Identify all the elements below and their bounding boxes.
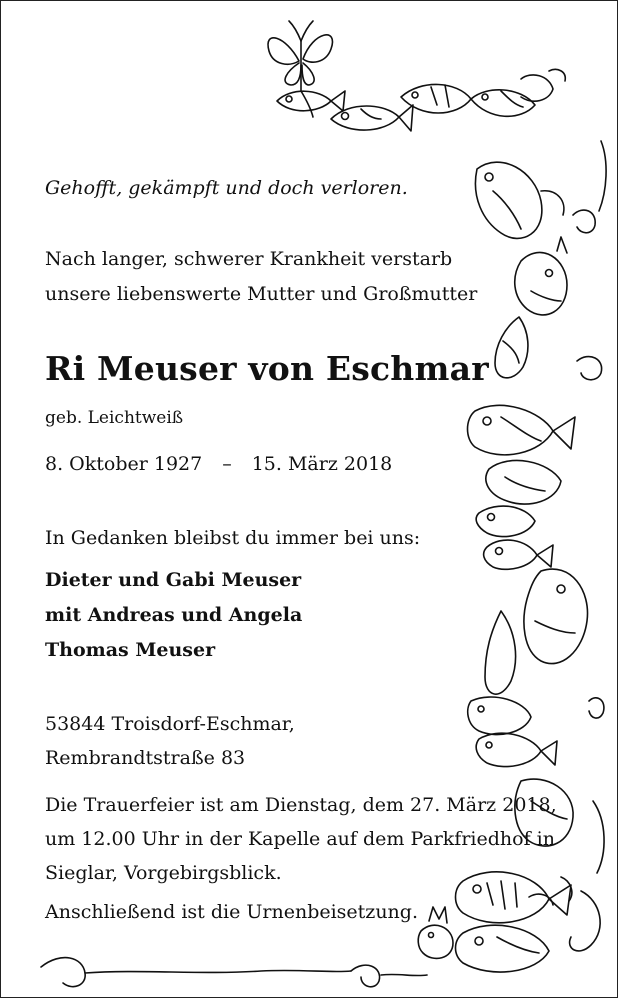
death-date: 15. März 2018 [251, 453, 393, 475]
life-dates [45, 453, 392, 476]
birth-name: geb. Leichtweiß [45, 408, 184, 428]
date-dash: – [222, 453, 232, 475]
address-line-2: Rembrandtstraße 83 [45, 747, 246, 769]
family-line-1: Dieter und Gabi Meuser [45, 569, 302, 591]
funeral-line-3: Sieglar, Vorgebirgsblick. [45, 862, 282, 884]
family-line-2: mit Andreas und Angela [45, 604, 303, 626]
intro-line-1: Nach langer, schwerer Krankheit verstarb [45, 248, 453, 270]
thoughts-line: In Gedanken bleibst du immer bei uns: [45, 527, 421, 549]
intro-line-2: unsere liebenswerte Mutter und Großmutter [45, 283, 478, 305]
funeral-line-2: um 12.00 Uhr in der Kapelle auf dem Parkfriedhof in [45, 828, 555, 850]
family-line-3: Thomas Meuser [45, 639, 216, 661]
funeral-line-1: Die Trauerfeier ist am Dienstag, dem 27. März 2018, [45, 794, 557, 816]
birth-date: 8. Oktober 1927 [45, 453, 203, 475]
motto-text: Gehofft, gekämpft und doch verloren. [45, 177, 408, 199]
burial-note: Anschließend ist die Urnenbeisetzung. [45, 901, 418, 923]
address-line-1: 53844 Troisdorf-Eschmar, [45, 713, 295, 735]
deceased-name: Ri Meuser von Eschmar [45, 349, 489, 388]
